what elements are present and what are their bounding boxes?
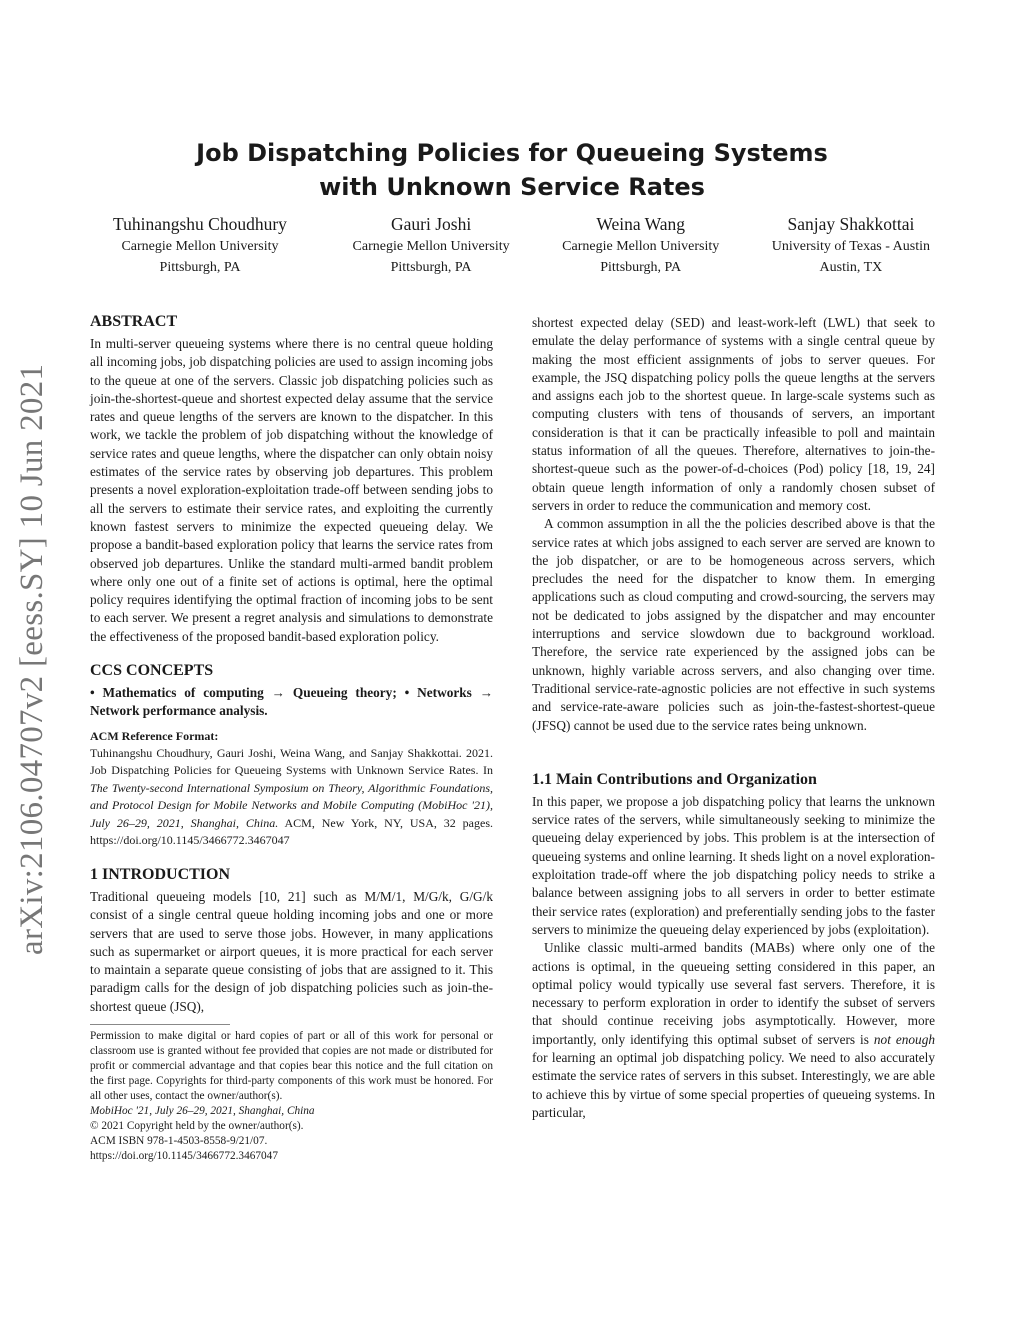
acm-reference-heading: ACM Reference Format: [90, 728, 219, 743]
author [353, 213, 510, 278]
section-heading-introduction: 1 INTRODUCTION [90, 865, 231, 883]
left-column [90, 311, 493, 1164]
author [100, 213, 300, 278]
author-affiliation: University of Texas - Austin [771, 239, 930, 254]
abstract-heading: ABSTRACT [90, 313, 178, 330]
copyright: © 2021 Copyright held by the owner/author(s). [90, 1120, 304, 1133]
title-line: Job Dispatching Policies for Queueing Systems [196, 139, 828, 167]
paragraph: Traditional queueing models [10, 21] such as M/M/1, M/G/k, G/G/k consist of a single central queue holding incoming jobs and one or more servers that are used to serve those jobs. However, in many applications such as supermarket or airport queues, it is more practical for each server to maintain a separate queue consisting of jobs that are assigned to it. This paradigm calls for the design of job dispatching policies such as join-the-shortest queue (JSQ), [90, 888, 493, 1014]
author-affiliation: Carnegie Mellon University [562, 239, 720, 254]
footnote-rule [90, 1024, 230, 1025]
author-location: Austin, TX [819, 260, 883, 275]
footnote [90, 1029, 493, 1164]
author-name: Gauri Joshi [390, 214, 472, 234]
author-affiliation: Carnegie Mellon University [121, 239, 279, 254]
author-list [100, 213, 930, 278]
author [772, 213, 930, 278]
conference-info: MobiHoc '21, July 26–29, 2021, Shanghai, China [90, 1105, 315, 1118]
author-affiliation: Carnegie Mellon University [352, 239, 510, 254]
paragraph: A common assumption in all the the policies described above is that the service rates at which jobs assigned to each server are served are known to the job dispatcher, or are to be homogeneous across servers, which precludes the need for the dispatcher to know them. In emerging applications such as cloud computing and crowd-sourcing, the servers may not be dedicated to jobs assigned by the dispatcher and may encounter interruptions and service slowdown due to background workload. Therefore, the service rate experienced by the assigned jobs can be unknown, highly variable across servers, and also changing over time. Traditional service-rate-agnostic policies are not effective in such systems and service-rate-aware policies such as join-the-fastest-shortest-queue (JFSQ) cannot be used due to the service rates being unknown. [532, 516, 935, 733]
doi: https://doi.org/10.1145/3466772.3467047 [90, 1150, 278, 1163]
author [562, 213, 719, 278]
paragraph: shortest expected delay (SED) and least-work-left (LWL) that seek to emulate the delay performance of systems with a single central queue by making the most efficient assignments of jobs to server queues. For example, the JSQ dispatching policy polls the queue lengths at the servers and assigns each job to the shortest queue. In large-scale systems such as computing clusters with tens of thousands of servers, an important consideration is that it can be practically infeasible to poll and maintain status information of all the queues. Therefore, alternatives to join-the-shortest-queue such as the power-of-d-choices (Pod) policy [18, 19, 24] obtain queue length information of only a randomly chosen subset of servers in order to reduce the communication and memory cost. [532, 315, 935, 513]
paper-title [0, 136, 1024, 204]
isbn: ACM ISBN 978-1-4503-8558-9/21/07. [90, 1135, 268, 1148]
paragraph: In this paper, we propose a job dispatching policy that learns the unknown service rates of the servers, while simultaneously seeking to minimize the queueing delay experienced by jobs. This problem is at the intersection of queueing systems and online learning. It sheds light on a novel exploration-exploitation trade-off where the job dispatching policy needs to strike a balance between assigning jobs to all servers in order to better estimate their service rates (exploration) and preferentially sending jobs to the faster servers to minimize the queueing delay experienced by jobs (exploitation). [532, 793, 935, 937]
permission-notice: Permission to make digital or hard copies of part or all of this work for personal or classroom use is granted without fee provided that copies are not made or distributed for profit or commercial advantage and that copies bear this notice and the full citation on the first page. Copyrights for third-party components of this work must be honored. For all other uses, contact the owner/author(s). [90, 1030, 493, 1103]
right-column [532, 314, 935, 1122]
author-location: Pittsburgh, PA [390, 260, 472, 275]
author-name: Tuhinangshu Choudhury [113, 214, 287, 234]
section-heading-contributions: 1.1 Main Contributions and Organization [532, 770, 817, 788]
ccs-heading: CCS CONCEPTS [90, 662, 214, 680]
arxiv-identifier: arXiv:2106.04707v2 [eess.SY] 10 Jun 2021 [14, 363, 50, 955]
paragraph: Unlike classic multi-armed bandits (MABs) where only one of the actions is optimal, in the queueing setting considered in this paper, an optimal policy would typically use several fast servers. Therefore, it is necessary to perform exploration in order to identify the subset of servers that should continue receiving jobs asymptotically. However, more importantly, only identifying this optimal subset of servers is not enough for learning an optimal job dispatching policy. We need to also accurately estimate the service rates of servers in this subset. Interestingly, we are able to achieve this by virtue of some special properties of queueing systems. In particular, [532, 940, 935, 1120]
author-name: Weina Wang [596, 214, 686, 234]
author-location: Pittsburgh, PA [159, 260, 241, 275]
acm-reference: Tuhinangshu Choudhury, Gauri Joshi, Weina Wang, and Sanjay Shakkottai. 2021. Job Dispatching Policies for Queueing Systems with Unknown Service Rates. In The Twenty-second International Symposium on Theory, Algorithmic Foundations, and Protocol Design for Mobile Networks and Mobile Computing (MobiHoc '21), July 26–29, 2021, Shanghai, China. ACM, New York, NY, USA, 32 pages. https://doi.org/10.1145/3466772.3467047 [90, 745, 493, 848]
author-name: Sanjay Shakkottai [787, 214, 915, 234]
ccs-concepts: • Mathematics of computing → Queueing theory; • Networks → Network performance analysis. [90, 685, 493, 719]
title-line: with Unknown Service Rates [319, 173, 705, 201]
author-location: Pittsburgh, PA [600, 260, 682, 275]
abstract-text: In multi-server queueing systems where there is no central queue holding all incoming jobs, job dispatching policies are used to assign incoming jobs to the queue at one of the servers. Classic job dispatching policies such as join-the-shortest-queue and shortest expected delay assume that the service rates and queue lengths of the servers are known to the dispatcher. In this work, we tackle the problem of job dispatching without the knowledge of service rates and queue lengths, where the dispatcher can only obtain noisy estimates of the service rates by observing job departures. This problem presents a novel exploration-exploitation trade-off between sending jobs to all the servers to estimate their service rates, and exploiting the currently known fastest servers to minimize the expected queueing delay. We propose a bandit-based exploration policy that learns the service rates from observed job departures. Unlike the standard multi-armed bandit problem where only one out of a finite set of actions is optimal, here the optimal policy requires identifying the optimal fraction of incoming jobs to be sent to each server. We present a regret analysis and simulations to demonstrate the effectiveness of the proposed bandit-based exploration policy. [90, 336, 493, 644]
